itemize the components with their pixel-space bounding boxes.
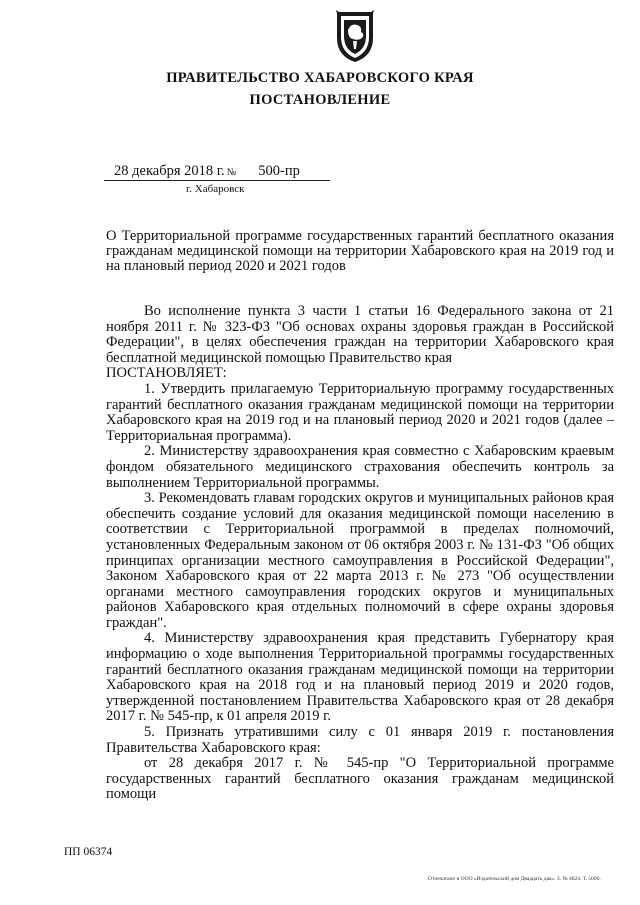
doc-body — [106, 304, 614, 803]
paragraph: 4. Министерству здравоохранения края представить Губернатору края информацию о ходе выполнения Территориальной программы государственных гарантий бесплатного оказания гражданам медицинской помощи на территории Хабаровского края на 2018 год и на плановый период 2019 и 2020 годов, утвержденной постановлением Правительства Хабаровского края от 28 декабря 2017 г. № 545-пр, к 01 апреля 2019 г. — [106, 630, 614, 725]
number-sign: № — [226, 167, 237, 178]
org-title: ПРАВИТЕЛЬСТВО ХАБАРОВСКОГО КРАЯ — [166, 70, 474, 86]
paragraph: 2. Министерству здравоохранения края совместно с Хабаровским краевым фондом обязательного медицинского страхования обеспечить контроль за выполнением Территориальной программы. — [106, 443, 614, 491]
footer-code: ПП 06374 — [64, 846, 113, 858]
paragraph-decree: ПОСТАНОВЛЯЕТ: — [106, 365, 227, 382]
paragraph: 5. Признать утратившими силу с 01 января 2019 г. постановления Правительства Хабаровского края: — [106, 724, 614, 756]
doc-number: 500-пр — [258, 163, 300, 179]
doc-city: г. Хабаровск — [186, 183, 245, 195]
paragraph: 3. Рекомендовать главам городских округов и муниципальных районов края обеспечить создание условий для оказания медицинской помощи населению в соответствии с Территориальной программой в пределах полномочий, установленных Федеральным законом от 06 октября 2003 г. № 131-ФЗ "Об общих принципах организации местного самоуправления в Российской Федерации", Законом Хабаровского края от 22 марта 2013 г. № 273 "Об осуществлении органами местного самоуправления городских округов и муниципальных районов Хабаровского края отдельных полномочий в сфере охраны здоровья граждан". — [106, 490, 614, 631]
date-underline — [104, 180, 330, 181]
paragraph: Во исполнение пункта 3 части 1 статьи 16 Федерального закона от 21 ноября 2011 г. № 323-ФЗ "Об основах охраны здоровья граждан в Российской Федерации", в целях обеспечения граждан на территории Хабаровского края бесплатной медицинской помощью Правительство края — [106, 303, 614, 366]
doc-subject: О Территориальной программе государственных гарантий бесплатного оказания гражданам медицинской помощи на территории Хабаровского края на 2019 год и на плановый период 2020 и 2021 годов — [106, 228, 614, 274]
coat-of-arms-icon — [331, 8, 379, 64]
paragraph: 1. Утвердить прилагаемую Территориальную программу государственных гарантий бесплатного оказания гражданам медицинской помощи на территории Хабаровского края на 2019 год и на плановый период 2020 и 2021 годов (далее – Территориальная программа). — [106, 380, 614, 444]
doc-type-title: ПОСТАНОВЛЕНИЕ — [249, 92, 391, 108]
date-number-line — [114, 163, 300, 180]
doc-date: 28 декабря 2018 г. — [114, 163, 225, 179]
printer-note: Отпечатано в ООО «Издательский дом Двадцать два». З. № 4624. Т. 5000. — [428, 876, 601, 882]
paragraph: от 28 декабря 2017 г. № 545-пр "О Территориальной программе государственных гарантий бесплатного оказания гражданам медицинской помощи — [106, 755, 614, 803]
